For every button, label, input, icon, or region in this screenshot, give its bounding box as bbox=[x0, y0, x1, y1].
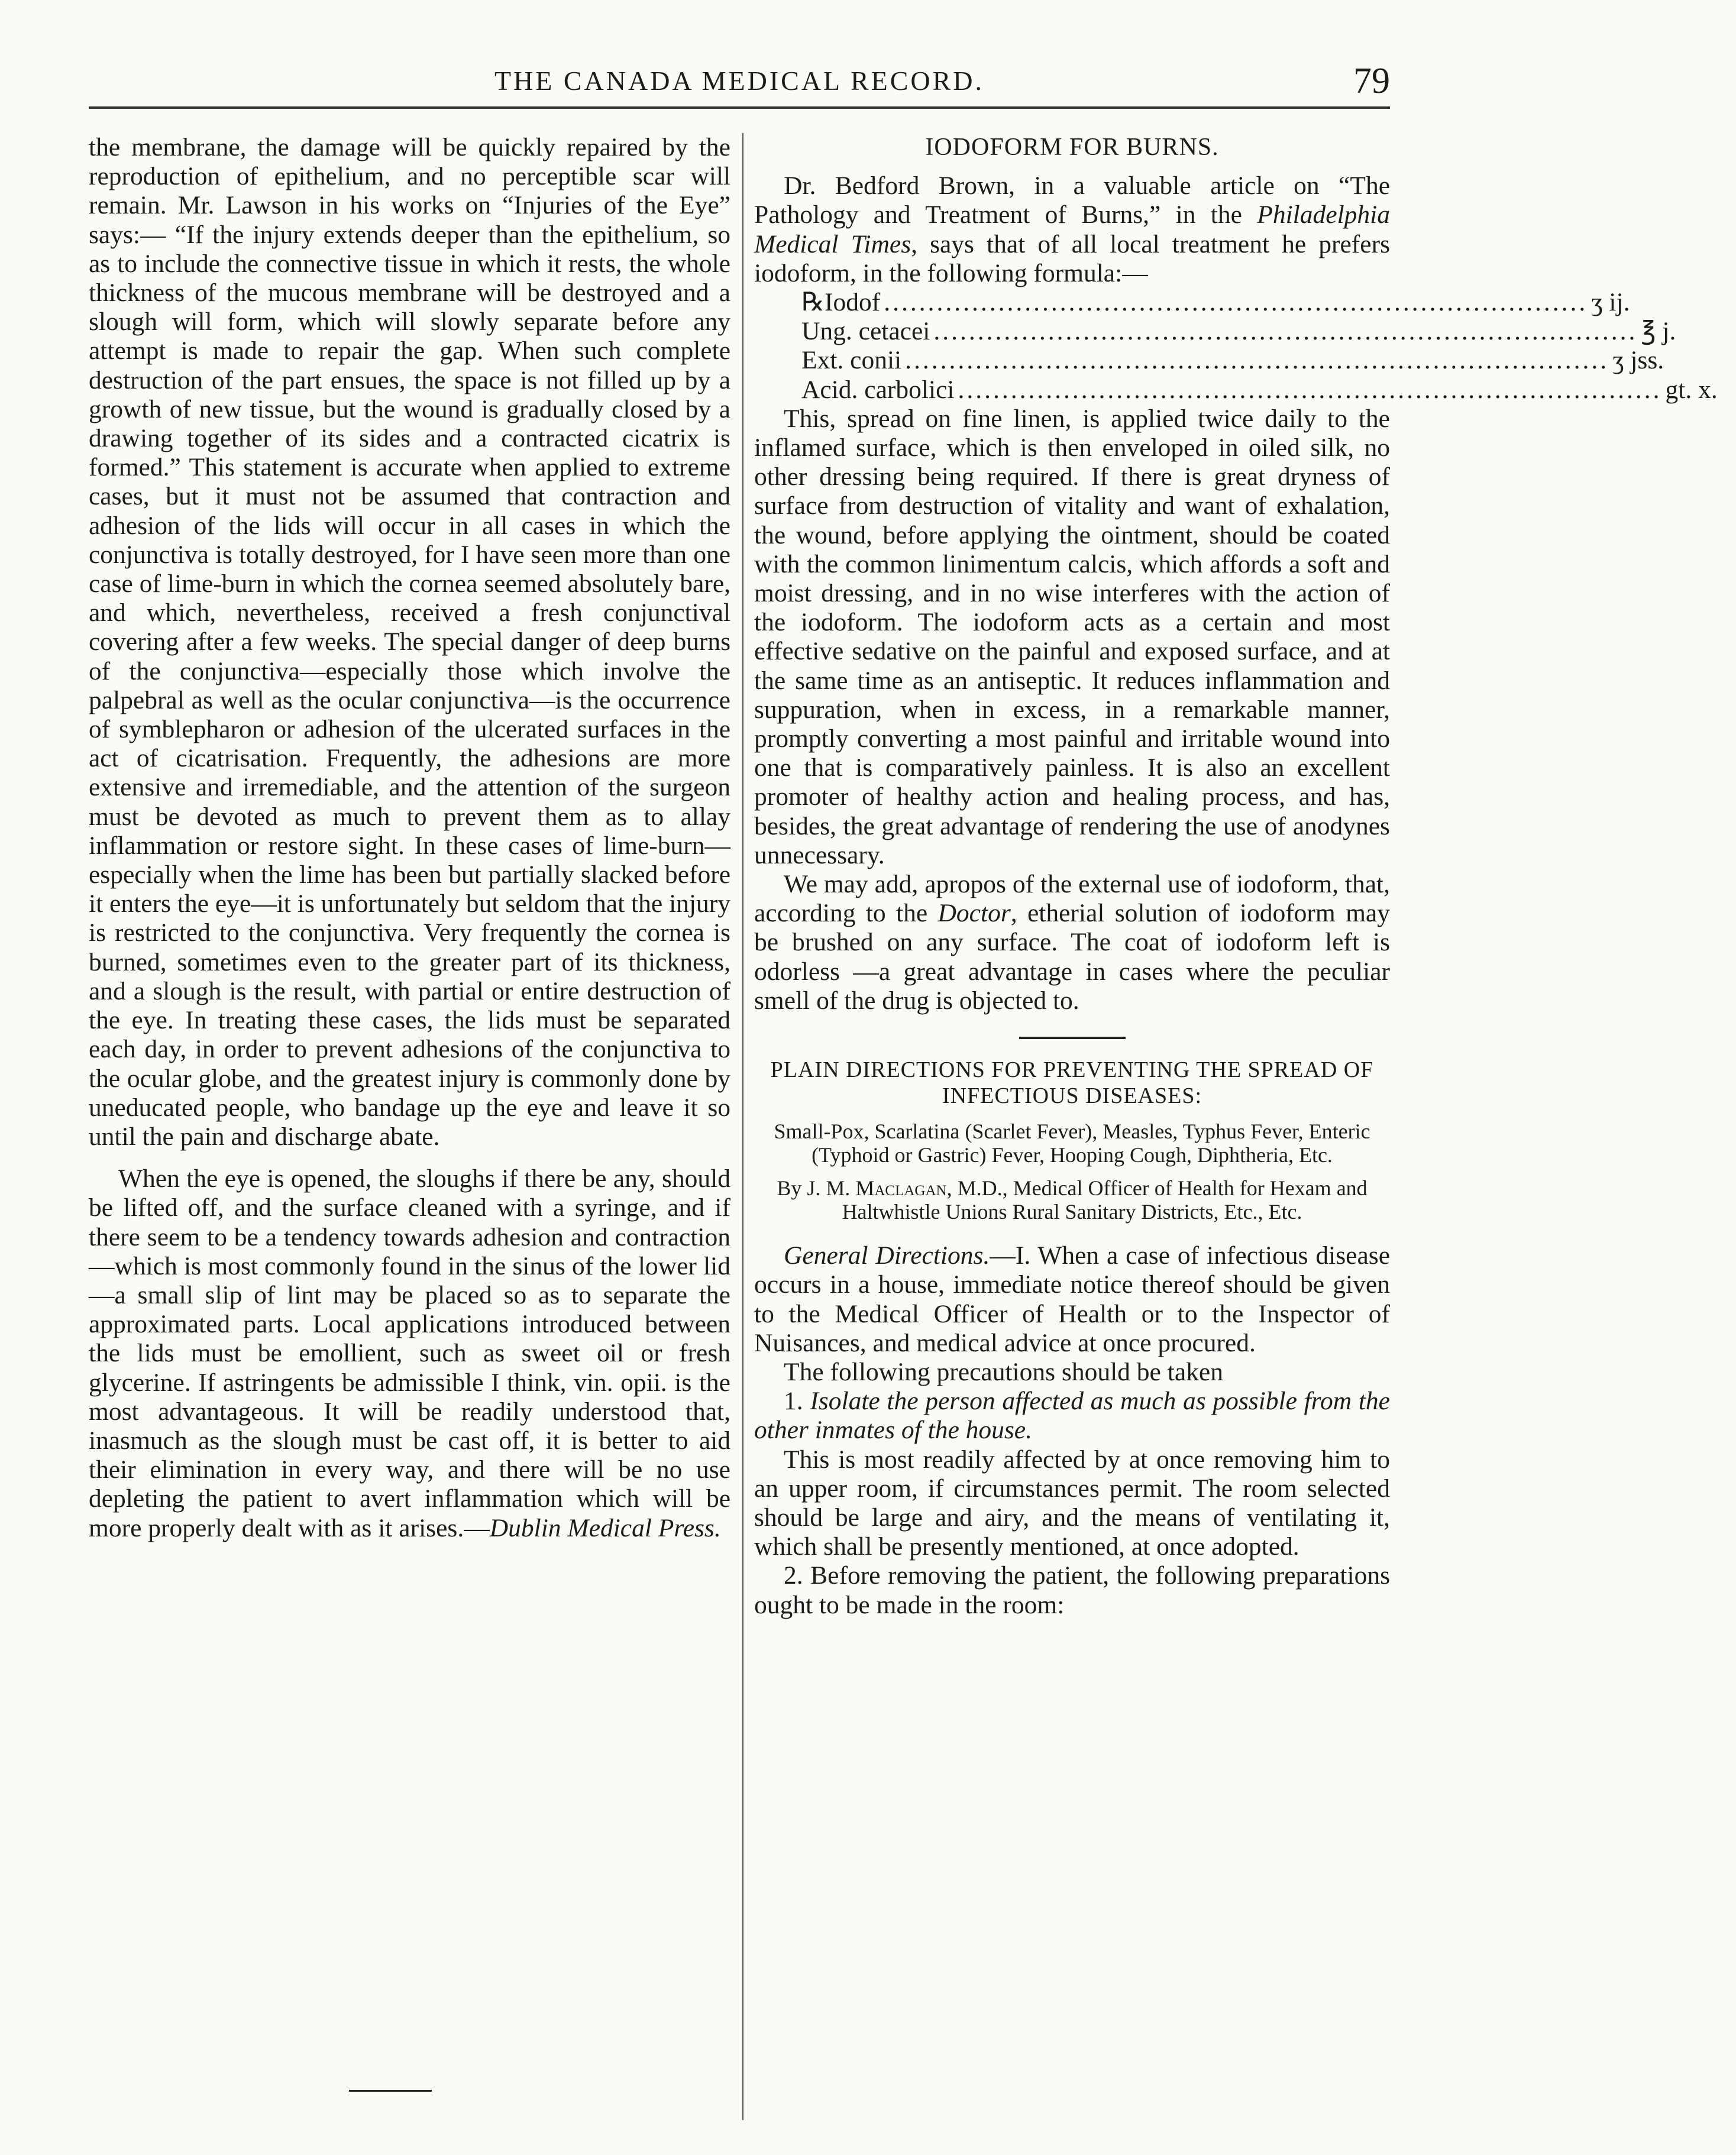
doctor-reference: Doctor bbox=[937, 899, 1011, 928]
item-1-title: Isolate the person affected as much as possible from the other inmates of the house. bbox=[754, 1387, 1390, 1445]
ingredient: Acid. carbolici bbox=[801, 375, 955, 404]
general-directions-text: —I. When a case of infectious disease occurs in a house, immediate notice thereof should be given to the Medical Officer of Health or to the Inspector of Nuisances, and medical advice at once procured. bbox=[754, 1241, 1391, 1357]
page-number: 79 bbox=[1353, 61, 1390, 101]
ingredient: Ext. conii bbox=[801, 346, 902, 375]
quantity: gt. x. bbox=[1665, 375, 1718, 404]
column-divider bbox=[742, 133, 743, 2120]
directions-heading: PLAIN DIRECTIONS FOR PREVENTING THE SPREAD OF INFECTIOUS DISEASES: bbox=[770, 1057, 1374, 1109]
quantity: ʒ jss. bbox=[1612, 346, 1664, 375]
leader-dots: ................................................................................ bbox=[884, 288, 1588, 317]
iodoform-usage-paragraph: This, spread on fine linen, is applied twice daily to the inflamed surface, which is then enveloped in oiled silk, no other dressing being required. If there is great dryness of surface from destruction of vitality and want of exhalation, the wound, before applying the ointment, should be coated with the common linimentum calcis, which affords a soft and moist dressing, and in no wise interferes with the action of the iodoform. The iodoform acts as a certain and most effective sedative on the painful and exposed surface, and at the same time as an antiseptic. It reduces inflammation and suppuration, when in excess, in a remarkable manner, promptly converting a most painful and irritable wound into one that is comparatively painless. It is also an excellent promoter of healthy action and healing process, and has, besides, the great advantage of rendering the use of anodynes unnecessary. bbox=[754, 404, 1390, 869]
general-directions-label: General Directions. bbox=[784, 1241, 990, 1270]
journal-name: Philadelphia Medical Times bbox=[754, 200, 1390, 258]
prescription-row bbox=[801, 317, 1676, 346]
eye-opening-paragraph bbox=[89, 1164, 730, 1543]
prescription-list bbox=[801, 288, 1718, 405]
author-name: Maclagan bbox=[855, 1176, 947, 1201]
section-rule bbox=[1019, 1037, 1126, 1039]
iodoform-intro-paragraph bbox=[754, 172, 1390, 288]
leader-dots: ................................................................................ bbox=[905, 346, 1609, 375]
eye-opening-text: When the eye is opened, the sloughs if there be any, should be lifted off, and the surface cleaned with a syringe, and if there seem to be a tendency towards adhesion and contraction —which is most commonly found in the sinus of the lower lid—a small slip of lint may be placed so as to separate the approximated parts. Local applications introduced between the lids must be emollient, such as sweet oil or fresh glycerine. If astringents be admissible I think, vin. opii. is the most advantageous. It will be readily understood that, inasmuch as the slough must be cast off, it is better to aid their elimination in every way, and there will be no use depleting the patient to avert inflammation which will be more properly dealt with as it arises.— bbox=[89, 1164, 730, 1542]
addendum-end: , etherial solution of iodoform may be brushed on any surface. The coat of iodoform left is odorless —a great advantage in cases where the peculiar smell of the drug is objected to. bbox=[754, 899, 1390, 1015]
quantity: ℥ j. bbox=[1641, 317, 1676, 346]
prescription-row bbox=[801, 346, 1664, 375]
quantity: ʒ ij. bbox=[1591, 288, 1630, 317]
author-by: By J. M. bbox=[777, 1176, 856, 1201]
item-2-text: 2. Before removing the patient, the following preparations ought to be made in the room: bbox=[754, 1561, 1390, 1619]
ingredient: Iodof bbox=[825, 288, 881, 317]
ingredient: Ung. cetacei bbox=[801, 317, 930, 346]
lime-burn-paragraph: the membrane, the damage will be quickly repaired by the reproduction of epithelium, and no perceptible scar will remain. Mr. Lawson in his works on “Injuries of the Eye” says:— “If the injury extends deeper than the epithelium, so as to include the connective tissue in which it rests, the whole thickness of the mucous membrane will be destroyed and a slough will form, which will slowly separate before any attempt is made to repair the gap. When such complete destruction of the part ensues, the space is not filled up by a growth of new tissue, but the wound is gradually closed by a drawing together of its sides and a contracted cicatrix is formed.” This statement is accurate when applied to extreme cases, but it must not be assumed that contraction and adhesion of the lids will occur in all cases in which the conjunctiva is totally destroyed, for I have seen more than one case of lime-burn in which the cornea seemed absolutely bare, and which, nevertheless, received a fresh conjunctival covering after a few weeks. The special danger of deep burns of the conjunctiva—especially those which involve the palpebral as well as the ocular conjunctiva—is the occurrence of symblepharon or adhesion of the ulcerated surfaces in the act of cicatrisation. Frequently, the adhesions are more extensive and irremediable, and the attention of the surgeon must be devoted as much to prevent them as to allay inflammation or restore sight. In these cases of lime-burn—especially when the lime has been but partially slacked before it enters the eye—it is unfortunately but seldom that the injury is restricted to the conjunctiva. Very frequently the cornea is burned, sometimes even to the greater part of its thickness, and a slough is the result, with partial or entire destruction of the eye. In treating these cases, the lids must be separated each day, in order to prevent adhesions of the conjunctiva to the ocular globe, and the greatest injury is commonly done by uneducated people, who bandage up the eye and leave it so until the pain and discharge abate. bbox=[89, 133, 730, 1151]
leader-dots: ................................................................................ bbox=[933, 317, 1638, 346]
source-citation: Dublin Medical Press. bbox=[489, 1513, 721, 1542]
leader-dots: ................................................................................ bbox=[958, 375, 1662, 404]
item-1-heading bbox=[754, 1387, 1390, 1445]
left-column bbox=[89, 133, 730, 2120]
iodoform-addendum-paragraph bbox=[754, 870, 1390, 1015]
author-rest: , M.D., Medical Officer of Health for Hexam and Haltwhistle Unions Rural Sanitary Districts, Etc., Etc. bbox=[842, 1176, 1368, 1224]
recipe-symbol: ℞ bbox=[801, 288, 825, 317]
prescription-row bbox=[801, 288, 1630, 317]
iodoform-intro-start: Dr. Bedford Brown, in a valuable article on “The Pathology and Treatment of Burns,” in the bbox=[754, 172, 1390, 229]
page-header bbox=[89, 53, 1390, 109]
bottom-rule bbox=[349, 2090, 432, 2092]
journal-title: THE CANADA MEDICAL RECORD. bbox=[494, 66, 985, 96]
precautions-line: The following precautions should be taken bbox=[784, 1357, 1223, 1386]
general-directions-paragraph bbox=[754, 1241, 1390, 1358]
prescription-row bbox=[801, 375, 1718, 405]
diseases-list: Small-Pox, Scarlatina (Scarlet Fever), Measles, Typhus Fever, Enteric (Typhoid or Gastric) Fever, Hooping Cough, Diphtheria, Etc. bbox=[774, 1119, 1370, 1167]
item-1-text: This is most readily affected by at once removing him to an upper room, if circumstances permit. The room selected should be large and airy, and the means of ventilating it, which shall be presently mentioned, at once adopted. bbox=[754, 1445, 1390, 1561]
right-column bbox=[754, 133, 1718, 2120]
addendum-start: We may add, apropos of the external use of iodoform, that, according to the bbox=[754, 870, 1390, 928]
author-line bbox=[754, 1176, 1390, 1224]
iodoform-intro-end: , says that of all local treatment he prefers iodoform, in the following formula:— bbox=[754, 229, 1390, 287]
item-1-number: 1. bbox=[784, 1387, 810, 1416]
iodoform-heading: IODOFORM FOR BURNS. bbox=[925, 134, 1219, 161]
